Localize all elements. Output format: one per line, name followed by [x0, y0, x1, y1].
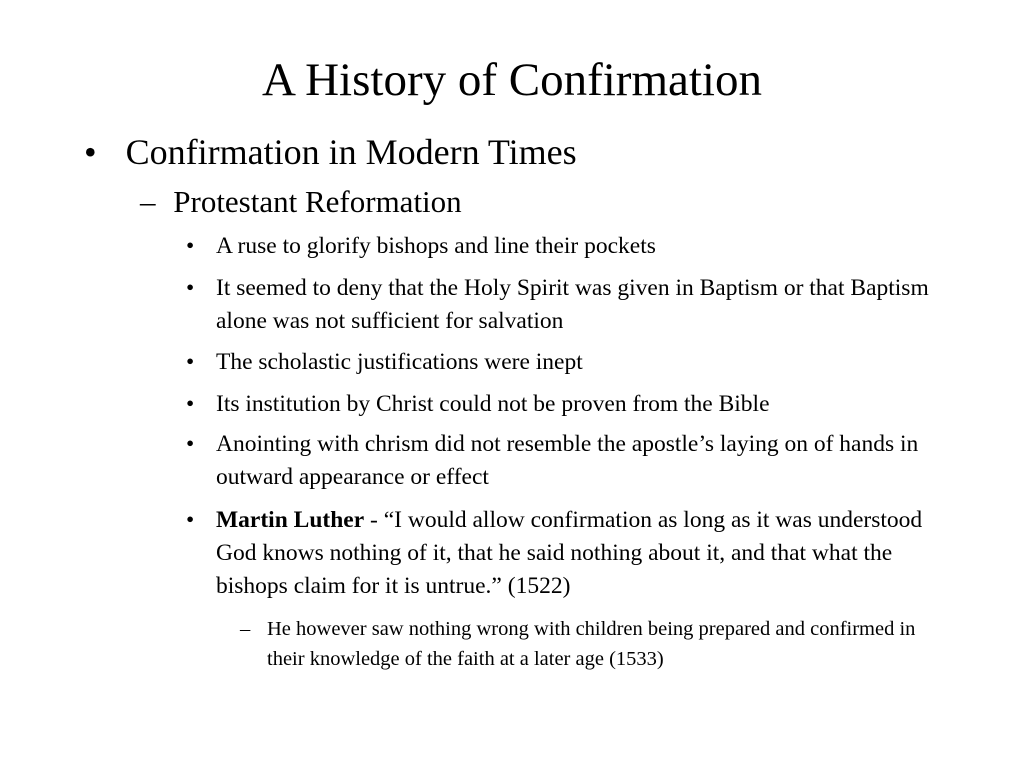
level4-text: He however saw nothing wrong with children being prepared and confirmed in their knowledge of the faith at a later age (1533)	[267, 618, 916, 670]
point-item	[186, 272, 946, 338]
bullet-marker: •	[186, 507, 195, 533]
bullet-marker: •	[186, 391, 195, 417]
bullet-marker: •	[186, 275, 195, 301]
level1-text: Confirmation in Modern Times	[125, 132, 577, 172]
bullet-marker: •	[186, 431, 195, 457]
dash-marker: –	[240, 618, 251, 640]
martin-luther-name: Martin Luther	[216, 507, 365, 533]
point-item	[186, 388, 946, 421]
point-text: A ruse to glorify bishops and line their pockets	[216, 233, 656, 259]
point-item	[186, 346, 946, 379]
point-text: Anointing with chrism did not resemble the apostle’s laying on of hands in outward appearance or effect	[216, 431, 919, 490]
slide-title: A History of Confirmation	[262, 54, 762, 106]
bullet-marker: •	[186, 349, 195, 375]
point-text	[216, 504, 946, 603]
bullet-marker: •	[186, 233, 195, 259]
bullet-marker: •	[84, 132, 97, 172]
point-item	[186, 428, 946, 494]
dash-marker: –	[140, 184, 156, 219]
point-item-luther-quote	[186, 504, 946, 603]
point-text: Its institution by Christ could not be proven from the Bible	[216, 391, 770, 417]
level2-item	[140, 183, 462, 221]
point-text: It seemed to deny that the Holy Spirit was given in Baptism or that Baptism alone was not sufficient for salvation	[216, 275, 929, 334]
level2-text: Protestant Reformation	[173, 184, 462, 219]
level1-bullet-item	[84, 130, 577, 174]
point-text: The scholastic justifications were inept	[216, 349, 583, 375]
level4-item	[240, 614, 920, 674]
point-item	[186, 230, 946, 263]
luther-quote-text: - “I would allow confirmation as long as it was understood God knows nothing of it, that he said nothing about it, and that what the bishops claim for it is untrue.” (1522)	[216, 507, 923, 599]
